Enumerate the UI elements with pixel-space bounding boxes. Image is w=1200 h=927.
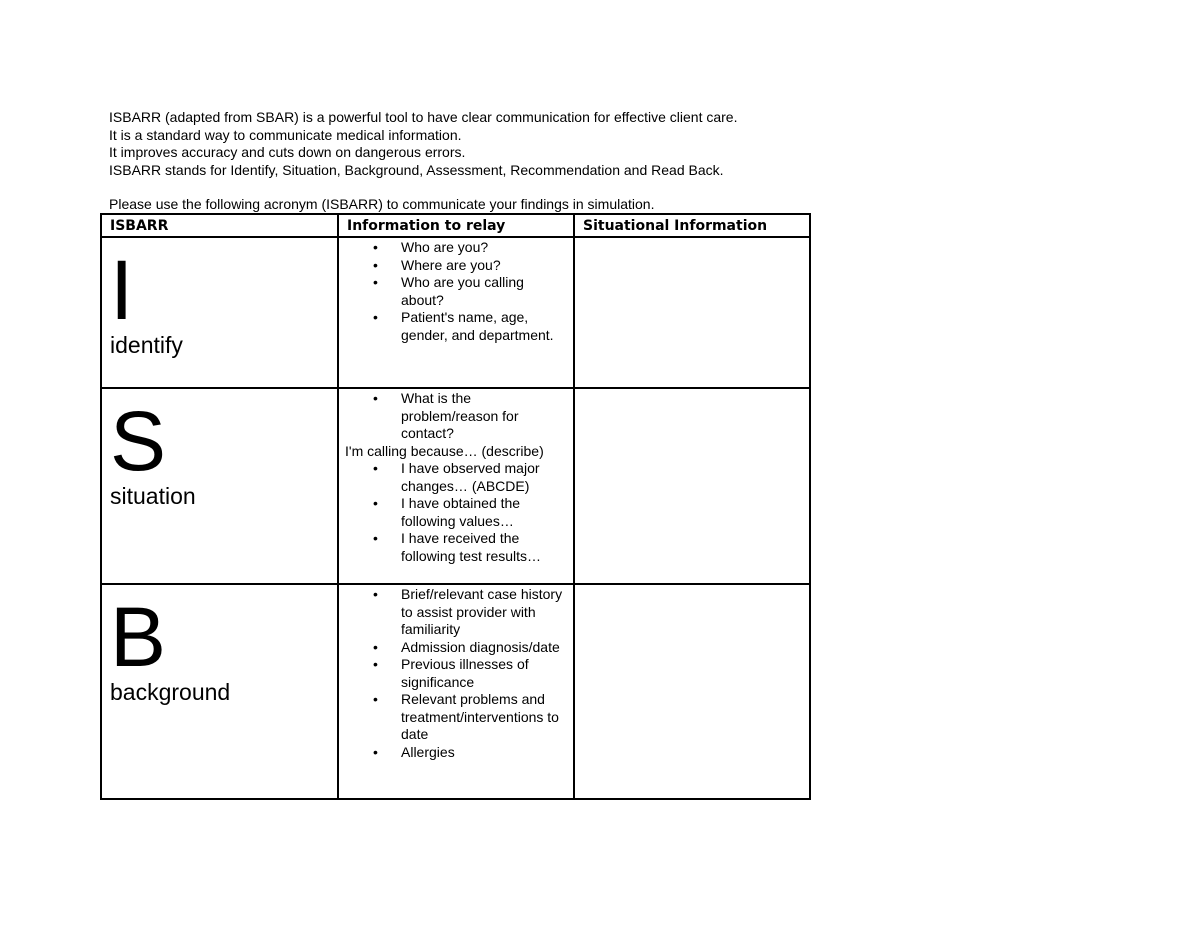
list-item: • Admission diagnosis/date [401,639,567,657]
table-row-situation [101,388,810,584]
info-list [345,460,567,565]
list-item: • Relevant problems and treatment/interventions to date [401,691,567,744]
situational-info-cell[interactable] [574,388,810,584]
info-cell [338,584,574,799]
instruction-line: Please use the following acronym (ISBARR) to communicate your findings in simulation. [109,196,655,212]
list-item: • Who are you calling about? [401,274,567,309]
letter-cell [101,237,338,388]
table-row-background [101,584,810,799]
spacer [109,179,829,196]
intro-line: ISBARR stands for Identify, Situation, Background, Assessment, Recommendation and Read Back. [109,161,724,178]
table-header-row [101,214,810,237]
list-item: • I have obtained the following values… [401,495,567,530]
header-isbarr: ISBARR [101,214,338,237]
list-item: • Where are you? [401,257,567,275]
intro-line: ISBARR (adapted from SBAR) is a powerful tool to have clear communication for effective client care. [109,109,738,125]
letter-cell [101,584,338,799]
intro-text [109,109,829,214]
list-item: • Who are you? [401,239,567,257]
big-letter: I [110,243,134,337]
list-item: • Patient's name, age, gender, and department. [401,309,567,344]
letter-cell [101,388,338,584]
info-list [345,239,567,344]
situational-info-cell[interactable] [574,584,810,799]
info-cell [338,388,574,584]
intro-line: It improves accuracy and cuts down on dangerous errors. [109,144,466,160]
row-word: identify [110,332,183,358]
row-word: situation [110,483,196,509]
list-item: • Previous illnesses of significance [401,656,567,691]
table-row-identify [101,237,810,388]
info-list [345,586,567,761]
header-situational-information: Situational Information [574,214,810,237]
row-word: background [110,679,231,705]
info-list [345,390,567,443]
isbarr-table [100,213,811,800]
list-item: • I have received the following test results… [401,530,567,565]
intro-line: It is a standard way to communicate medical information. [109,126,462,143]
plain-text: I'm calling because… (describe) [345,442,544,459]
situational-info-cell[interactable] [574,237,810,388]
header-information-to-relay: Information to relay [338,214,574,237]
info-cell [338,237,574,388]
list-item: • What is the problem/reason for contact? [401,390,567,443]
list-item: • Brief/relevant case history to assist provider with familiarity [401,586,567,639]
list-item: • I have observed major changes… (ABCDE) [401,460,567,495]
big-letter: B [110,590,167,684]
big-letter: S [110,394,167,488]
list-item: • Allergies [401,744,567,762]
